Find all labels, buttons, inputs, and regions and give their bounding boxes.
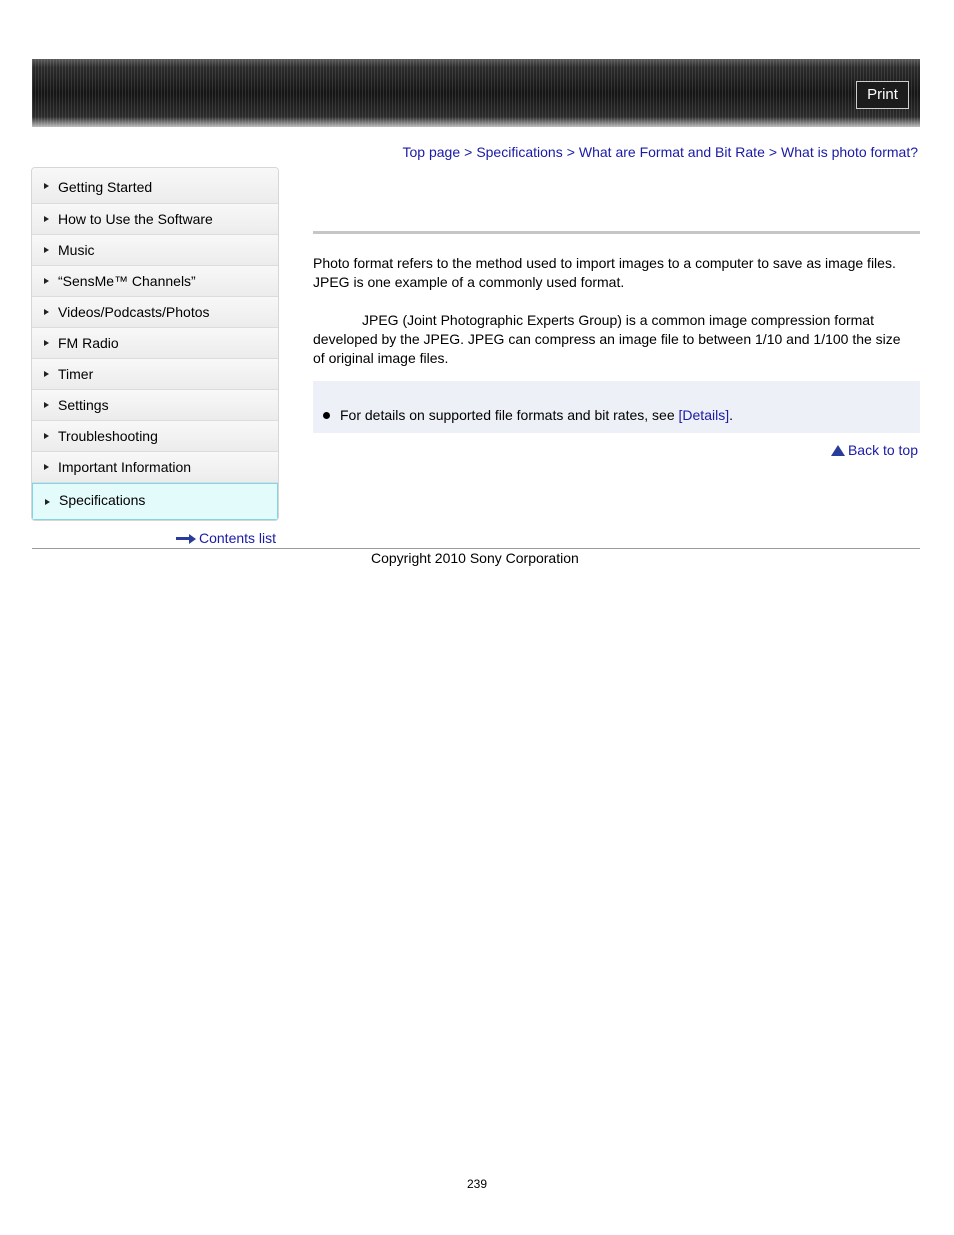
sidebar-item-sensme-channels[interactable] (32, 266, 278, 297)
sidebar-item-important-information[interactable] (32, 452, 278, 483)
sidebar-item-label: Troubleshooting (58, 428, 158, 444)
sidebar-item-fm-radio[interactable] (32, 328, 278, 359)
breadcrumb-separator: > (768, 144, 778, 160)
note-box (313, 381, 920, 433)
sidebar-item-label: “SensMe™ Channels” (58, 273, 196, 289)
sidebar-item-timer[interactable] (32, 359, 278, 390)
breadcrumb-specifications[interactable]: Specifications (476, 144, 563, 160)
triangle-right-icon (44, 309, 49, 315)
jpeg-description: JPEG (Joint Photographic Experts Group) is a common image compression format developed by the JPEG. JPEG can compress an image file to between 1/10 and 1/100 the size of original image files. (313, 312, 901, 366)
sidebar-item-label: Music (58, 242, 95, 258)
sidebar-item-label: Timer (58, 366, 94, 382)
sidebar-item-label: Videos/Podcasts/Photos (58, 304, 210, 320)
breadcrumb-photo-format[interactable]: What is photo format? (781, 144, 918, 160)
sidebar-item-label: How to Use the Software (58, 211, 213, 227)
breadcrumb (403, 144, 918, 160)
header-banner (32, 59, 920, 127)
sidebar-item-troubleshooting[interactable] (32, 421, 278, 452)
triangle-right-icon (45, 499, 50, 505)
sidebar-item-specifications[interactable] (32, 483, 278, 520)
triangle-right-icon (44, 433, 49, 439)
triangle-right-icon (44, 371, 49, 377)
sidebar-item-label: Important Information (58, 459, 192, 475)
note-item (323, 407, 733, 423)
triangle-right-icon (44, 402, 49, 408)
intro-paragraph: Photo format refers to the method used to import images to a computer to save as image files. JPEG is one example of a commonly used format. (313, 255, 896, 290)
breadcrumb-top-page[interactable]: Top page (402, 144, 461, 160)
up-triangle-icon (831, 445, 845, 456)
triangle-right-icon (44, 216, 49, 222)
sidebar-item-videos-podcasts-photos[interactable] (32, 297, 278, 328)
sidebar-item-settings[interactable] (32, 390, 278, 421)
breadcrumb-format-bit-rate[interactable]: What are Format and Bit Rate (578, 144, 765, 160)
copyright-text: Copyright 2010 Sony Corporation (371, 550, 579, 566)
title-divider (313, 231, 920, 234)
details-link[interactable]: [Details] (678, 407, 730, 423)
note-end: . (729, 407, 733, 423)
sidebar-nav (31, 167, 279, 521)
sidebar-item-label: Settings (58, 397, 109, 413)
page-number: 239 (466, 1177, 488, 1191)
bullet-icon (323, 412, 330, 419)
sidebar-item-getting-started[interactable] (32, 168, 278, 204)
triangle-right-icon (44, 464, 49, 470)
sidebar-item-label: Getting Started (58, 179, 153, 195)
sidebar-item-label: FM Radio (58, 335, 119, 351)
triangle-right-icon (44, 340, 49, 346)
sidebar-item-music[interactable] (32, 235, 278, 266)
triangle-right-icon (44, 247, 49, 253)
triangle-right-icon (44, 183, 49, 189)
breadcrumb-separator: > (464, 144, 473, 160)
contents-list-link[interactable] (176, 530, 276, 546)
sidebar-item-how-to-use-software[interactable] (32, 204, 278, 235)
contents-list-label[interactable]: Contents list (199, 530, 277, 546)
sidebar-item-label: Specifications (59, 492, 146, 508)
back-to-top-link[interactable] (831, 442, 918, 458)
arrow-right-icon (176, 535, 196, 543)
back-to-top-label[interactable]: Back to top (847, 442, 918, 458)
footer-divider (32, 548, 920, 549)
note-text: For details on supported file formats and bit rates, see (340, 407, 679, 423)
breadcrumb-separator: > (566, 144, 575, 160)
triangle-right-icon (44, 278, 49, 284)
print-button[interactable]: Print (856, 81, 909, 109)
